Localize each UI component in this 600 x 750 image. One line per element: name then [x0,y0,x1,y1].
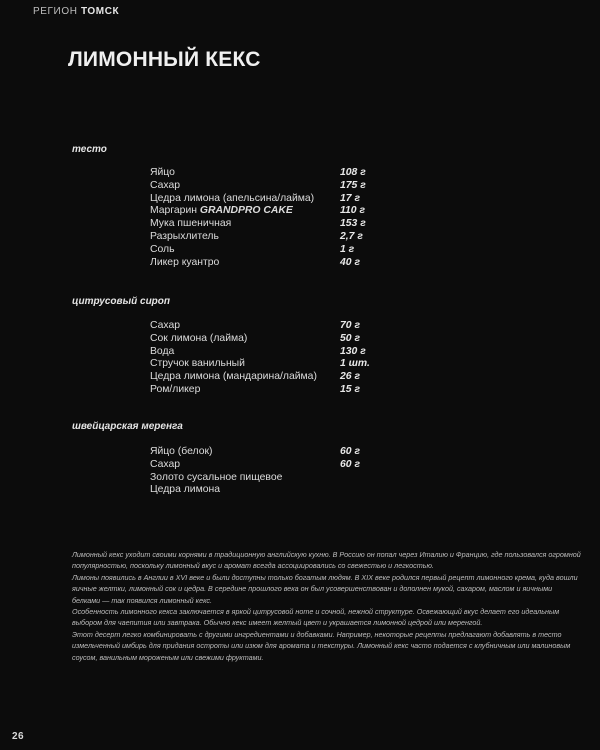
ingredient-row [150,231,390,244]
ingredient-brand: GRANDPRO CAKE [199,205,293,217]
ingredient-name: Сахар [150,320,181,331]
region-header [33,6,119,17]
description-paragraph: Лимонный кекс уходит своими корнями в традиционную английскую кухню. В Россию он попал через Италию и Францию, где пользовался огромной популярностью, поскольку лимонный вкус и аромат всегда ассоциировались со свежестью и легкостью. [72,550,581,571]
ingredient-row [150,180,390,193]
ingredient-qty: 70 г [340,320,360,331]
page-number: 26 [12,731,25,742]
ingredient-qty: 175 г [340,179,366,191]
ingredient-name: Стручок ванильный [150,358,245,370]
ingredient-name: Яйцо [150,167,175,178]
ingredient-row [150,472,390,485]
ingredient-row [150,459,390,472]
ingredient-qty: 153 г [340,218,366,230]
ingredient-qty: 130 г [340,345,366,357]
ingredient-name: Ликер куантро [150,256,220,268]
ingredient-qty: 40 г [340,256,360,268]
ingredient-list-dough [150,167,390,269]
ingredient-list-meringue [150,446,390,497]
ingredient-name: Сахар [150,458,181,470]
ingredient-row [150,257,390,270]
ingredient-row [150,484,390,497]
ingredient-qty: 60 г [340,458,360,470]
ingredient-row [150,346,390,359]
ingredient-qty: 108 г [340,167,366,178]
ingredient-row [150,333,390,346]
ingredient-row [150,193,390,206]
section-title-dough: тесто [72,144,107,155]
ingredient-name: Соль [150,243,175,255]
ingredient-list-syrup [150,320,390,397]
ingredient-qty: 60 г [340,446,360,457]
ingredient-qty: 26 г [340,371,360,383]
description-paragraph: Лимоны появились в Англии в XVI веке и были доступны только богатым людям. В XIX веке родился первый рецепт лимонного крема, куда вошли яичные желтки, лимонный сок и цедра. В середине прошлого века он был усовершенствован и дополнен мукой, сахаром, маслом и яичными белками — так появился лимонный кекс. [72,572,578,605]
ingredient-name: Вода [150,345,175,357]
region-name: ТОМСК [80,6,120,17]
ingredient-name: Мука пшеничная [150,218,232,230]
recipe-title: ЛИМОННЫЙ КЕКС [68,48,261,71]
ingredient-name: Золото сусальное пищевое [150,471,283,483]
ingredient-row [150,371,390,384]
ingredient-name: Цедра лимона (мандарина/лайма) [150,371,317,383]
ingredient-name: Ром/ликер [150,383,201,395]
ingredient-name: Сок лимона (лайма) [150,332,248,344]
description-paragraph: Особенность лимонного кекса заключается в яркой цитрусовой ноте и сочной, нежной структуре. Освежающий вкус делает его идеальным выбором для чаепития или завтрака. Обычно кекс имеет желтый цвет и украшается лимонной цедрой или меренгой. [72,607,560,628]
ingredient-qty: 2,7 г [340,230,363,242]
section-title-meringue: швейцарская меренга [72,421,183,432]
description-paragraph: Этот десерт легко комбинировать с другими ингредиентами и добавками. Например, некоторые рецепты предлагают добавлять в тесто измельченный имбирь для придания остроты или изюм для аромата и текстуры. Лимонный кекс часто подается с клубничным или малиновым соусом, ванильным мороженым или свежими фруктами. [72,629,571,662]
recipe-description [72,549,582,663]
ingredient-row [150,384,390,397]
ingredient-row [150,244,390,257]
ingredient-name: Разрыхлитель [150,230,219,242]
ingredient-row [150,205,390,218]
ingredient-row [150,218,390,231]
ingredient-row [150,358,390,371]
ingredient-name: Цедра лимона (апельсина/лайма) [150,192,315,204]
ingredient-qty: 50 г [340,332,360,344]
ingredient-name [150,205,340,218]
section-title-syrup: цитрусовый сироп [72,296,171,307]
ingredient-name-text: Маргарин [150,205,197,217]
ingredient-row [150,446,390,459]
ingredient-qty: 1 г [340,243,355,255]
ingredient-qty: 110 г [340,205,365,217]
ingredient-name: Сахар [150,179,181,191]
ingredient-name: Яйцо (белок) [150,446,213,457]
ingredient-row [150,167,390,180]
ingredient-qty: 17 г [340,192,360,204]
ingredient-qty: 1 шт. [340,358,370,370]
region-label: РЕГИОН [33,6,78,17]
ingredient-name: Цедра лимона [150,484,221,496]
ingredient-row [150,320,390,333]
ingredient-qty: 15 г [340,383,360,395]
